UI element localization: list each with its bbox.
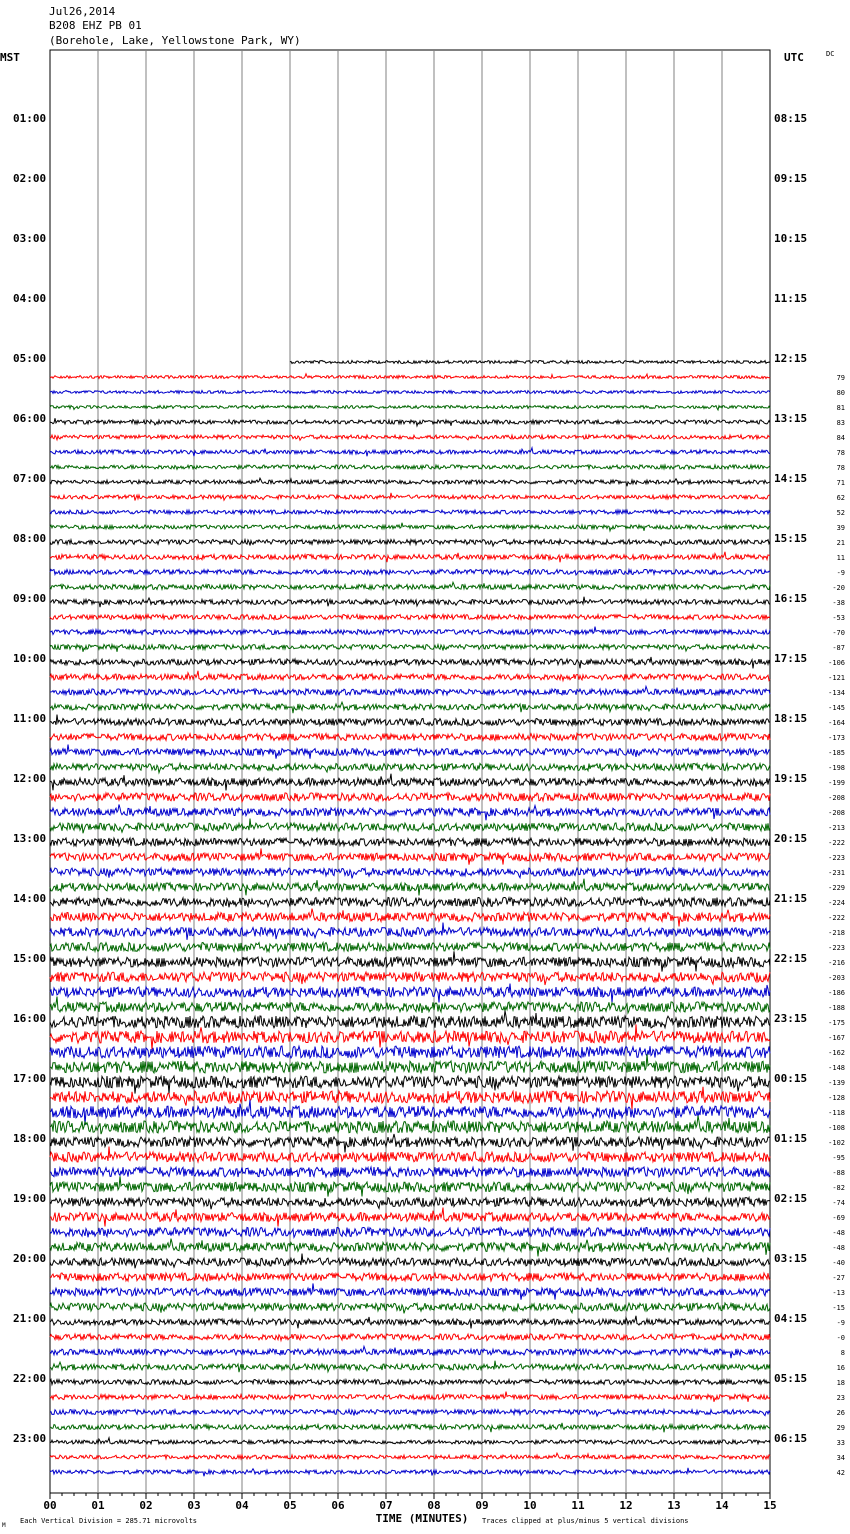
trace-line bbox=[50, 1423, 770, 1433]
dc-offset-label: -229 bbox=[828, 884, 845, 892]
x-tick-label: 14 bbox=[715, 1499, 729, 1512]
dc-offset-label: -74 bbox=[832, 1199, 845, 1207]
trace-line bbox=[50, 391, 770, 394]
dc-offset-label: -38 bbox=[832, 599, 845, 607]
trace-line bbox=[50, 745, 770, 759]
left-hour-label: 12:00 bbox=[13, 772, 47, 785]
right-hour-label: 05:15 bbox=[774, 1372, 808, 1385]
trace-line bbox=[50, 1380, 770, 1385]
trace-line bbox=[50, 615, 770, 620]
trace-line bbox=[50, 868, 770, 878]
dc-offset-label: -128 bbox=[828, 1094, 845, 1102]
x-tick-label: 13 bbox=[667, 1499, 681, 1512]
dc-offset-label: -231 bbox=[828, 869, 845, 877]
trace-line bbox=[50, 1239, 770, 1257]
left-hour-label: 06:00 bbox=[13, 412, 47, 425]
trace-line bbox=[50, 1283, 770, 1299]
dc-offset-label: 26 bbox=[836, 1409, 845, 1417]
dc-offset-label: -198 bbox=[828, 764, 845, 772]
dc-offset-label: -95 bbox=[832, 1154, 845, 1162]
dc-offset-label: -20 bbox=[832, 584, 845, 592]
trace-line bbox=[50, 1011, 770, 1028]
dc-offset-label: -118 bbox=[828, 1109, 845, 1117]
dc-offset-label: 39 bbox=[836, 524, 845, 532]
x-tick-label: 12 bbox=[619, 1499, 633, 1512]
x-tick-label: 10 bbox=[523, 1499, 537, 1512]
x-tick-label: 06 bbox=[331, 1499, 345, 1512]
right-hour-label: 20:15 bbox=[774, 832, 808, 845]
trace-line bbox=[50, 1303, 770, 1313]
right-hour-label: 15:15 bbox=[774, 532, 808, 545]
trace-line bbox=[50, 764, 770, 773]
left-hour-label: 08:00 bbox=[13, 532, 47, 545]
right-hour-label: 17:15 bbox=[774, 652, 808, 665]
trace-line bbox=[50, 774, 770, 791]
right-axis-title: UTC bbox=[784, 51, 804, 64]
trace-line bbox=[50, 997, 770, 1013]
trace-line bbox=[50, 1228, 770, 1238]
dc-offset-label: -87 bbox=[832, 644, 845, 652]
dc-offset-label: 23 bbox=[836, 1394, 845, 1402]
dc-offset-label: -223 bbox=[828, 944, 845, 952]
trace-line bbox=[50, 374, 770, 379]
x-tick-label: 09 bbox=[475, 1499, 489, 1512]
trace-line bbox=[50, 848, 770, 864]
x-tick-label: 04 bbox=[235, 1499, 249, 1512]
x-axis-title: TIME (MINUTES) bbox=[375, 1512, 469, 1525]
trace-line bbox=[50, 1054, 770, 1073]
x-tick-label: 11 bbox=[571, 1499, 585, 1512]
right-hour-label: 18:15 bbox=[774, 712, 808, 725]
left-hour-label: 01:00 bbox=[13, 112, 47, 125]
left-hour-label: 05:00 bbox=[13, 352, 47, 365]
trace-line bbox=[50, 1134, 770, 1152]
x-tick-label: 15 bbox=[763, 1499, 777, 1512]
trace-line bbox=[50, 570, 770, 575]
x-tick-label: 08 bbox=[427, 1499, 441, 1512]
trace-line bbox=[50, 1334, 770, 1341]
right-hour-label: 01:15 bbox=[774, 1132, 808, 1145]
dc-offset-label: -162 bbox=[828, 1049, 845, 1057]
x-tick-label: 05 bbox=[283, 1499, 297, 1512]
dc-offset-label: 71 bbox=[836, 479, 845, 487]
trace-line bbox=[50, 686, 770, 695]
trace-line bbox=[50, 1100, 770, 1125]
dc-offset-label: -82 bbox=[832, 1184, 845, 1192]
trace-line bbox=[50, 1176, 770, 1196]
dc-offset-label: -139 bbox=[828, 1079, 845, 1087]
dc-offset-label: 78 bbox=[836, 449, 845, 457]
right-hour-label: 08:15 bbox=[774, 112, 808, 125]
dc-offset-label: -199 bbox=[828, 779, 845, 787]
trace-line bbox=[50, 984, 770, 1003]
left-hour-label: 17:00 bbox=[13, 1072, 47, 1085]
x-tick-label: 07 bbox=[379, 1499, 393, 1512]
dc-offset-label: -106 bbox=[828, 659, 845, 667]
dc-offset-label: -48 bbox=[832, 1229, 845, 1237]
trace-line bbox=[50, 405, 770, 410]
right-hour-label: 22:15 bbox=[774, 952, 808, 965]
dc-offset-label: 83 bbox=[836, 419, 845, 427]
trace-line bbox=[50, 1453, 770, 1459]
dc-offset-label: -208 bbox=[828, 809, 845, 817]
dc-offset-label: -223 bbox=[828, 854, 845, 862]
trace-line bbox=[50, 943, 770, 952]
footer-clip-note: Traces clipped at plus/minus 5 vertical divisions bbox=[482, 1517, 689, 1525]
dc-offset-label: -108 bbox=[828, 1124, 845, 1132]
header-date: Jul26,2014 bbox=[49, 5, 116, 18]
dc-offset-label: -222 bbox=[828, 914, 845, 922]
x-tick-label: 02 bbox=[139, 1499, 153, 1512]
right-hour-label: 04:15 bbox=[774, 1312, 808, 1325]
trace-line bbox=[50, 493, 770, 501]
trace-line bbox=[50, 1361, 770, 1373]
seismic-traces bbox=[50, 361, 770, 1477]
dc-offset-label: -102 bbox=[828, 1139, 845, 1147]
trace-line bbox=[50, 1116, 770, 1134]
dc-offset-label: -203 bbox=[828, 974, 845, 982]
dc-offset-label: -15 bbox=[832, 1304, 845, 1312]
dc-offset-label: -188 bbox=[828, 1004, 845, 1012]
trace-line bbox=[50, 671, 770, 681]
trace-line bbox=[50, 951, 770, 971]
trace-line bbox=[50, 540, 770, 547]
trace-line bbox=[50, 1438, 770, 1445]
left-hour-label: 23:00 bbox=[13, 1432, 47, 1445]
right-hour-label: 13:15 bbox=[774, 412, 808, 425]
trace-line bbox=[50, 523, 770, 531]
dc-offset-label: -88 bbox=[832, 1169, 845, 1177]
left-hour-label: 10:00 bbox=[13, 652, 47, 665]
left-hour-label: 03:00 bbox=[13, 232, 47, 245]
left-hour-label: 21:00 bbox=[13, 1312, 47, 1325]
dc-offset-label: 79 bbox=[836, 374, 845, 382]
dc-offset-label: -48 bbox=[832, 1244, 845, 1252]
trace-line bbox=[50, 478, 770, 486]
dc-offset-label: -9 bbox=[836, 569, 845, 577]
dc-offset-label: 34 bbox=[836, 1454, 845, 1462]
trace-line bbox=[50, 1468, 770, 1476]
dc-offset-label: 8 bbox=[840, 1349, 845, 1357]
trace-line bbox=[50, 734, 770, 741]
left-hour-label: 02:00 bbox=[13, 172, 47, 185]
dc-offset-label: -13 bbox=[832, 1289, 845, 1297]
dc-offset-label: 78 bbox=[836, 464, 845, 472]
trace-line bbox=[50, 1273, 770, 1281]
dc-offset-label: -213 bbox=[828, 824, 845, 832]
trace-line bbox=[50, 972, 770, 985]
trace-line bbox=[50, 1198, 770, 1210]
dc-offset-label: -208 bbox=[828, 794, 845, 802]
dc-offset-label: -53 bbox=[832, 614, 845, 622]
trace-line bbox=[50, 805, 770, 821]
dc-offset-label: -164 bbox=[828, 719, 845, 727]
trace-line bbox=[50, 923, 770, 940]
dc-offset-label: -186 bbox=[828, 989, 845, 997]
left-axis-title: MST bbox=[0, 51, 20, 64]
trace-line bbox=[50, 552, 770, 563]
trace-line bbox=[50, 582, 770, 589]
trace-line bbox=[50, 465, 770, 469]
trace-line bbox=[50, 793, 770, 802]
dc-offset-label: -70 bbox=[832, 629, 845, 637]
dc-offset-label: -0 bbox=[836, 1334, 845, 1342]
trace-line bbox=[50, 838, 770, 846]
dc-offset-label: 16 bbox=[836, 1364, 845, 1372]
trace-line bbox=[50, 1392, 770, 1402]
dc-offset-label: -185 bbox=[828, 749, 845, 757]
header-location: (Borehole, Lake, Yellowstone Park, WY) bbox=[49, 34, 301, 47]
trace-line bbox=[50, 819, 770, 834]
dc-offset-label: 29 bbox=[836, 1424, 845, 1432]
trace-line bbox=[50, 702, 770, 713]
trace-line bbox=[50, 418, 770, 426]
right-hour-label: 03:15 bbox=[774, 1252, 808, 1265]
left-hour-label: 09:00 bbox=[13, 592, 47, 605]
trace-line bbox=[50, 1410, 770, 1417]
right-hour-label: 11:15 bbox=[774, 292, 808, 305]
dc-offset-label: -216 bbox=[828, 959, 845, 967]
dc-offset-label: 42 bbox=[836, 1469, 845, 1477]
left-hour-label: 18:00 bbox=[13, 1132, 47, 1145]
trace-line bbox=[50, 1167, 770, 1177]
trace-line bbox=[50, 1208, 770, 1227]
chart-grid bbox=[50, 50, 770, 1499]
corner-mark: M bbox=[2, 1522, 6, 1529]
dc-offset-label: 21 bbox=[836, 539, 845, 547]
trace-line bbox=[50, 597, 770, 608]
dc-offset-label: -40 bbox=[832, 1259, 845, 1267]
left-hour-label: 07:00 bbox=[13, 472, 47, 485]
left-hour-label: 13:00 bbox=[13, 832, 47, 845]
trace-line bbox=[50, 657, 770, 669]
dc-offset-label: 80 bbox=[836, 389, 845, 397]
right-hour-label: 16:15 bbox=[774, 592, 808, 605]
dc-offset-label: -173 bbox=[828, 734, 845, 742]
dc-offset-label: 11 bbox=[836, 554, 845, 562]
trace-line bbox=[50, 1076, 770, 1094]
dc-offset-label: -145 bbox=[828, 704, 845, 712]
dc-offset-label: -121 bbox=[828, 674, 845, 682]
dc-offset-label: 18 bbox=[836, 1379, 845, 1387]
dc-offset-label: 81 bbox=[836, 404, 845, 412]
left-hour-label: 11:00 bbox=[13, 712, 47, 725]
dc-offset-label: -175 bbox=[828, 1019, 845, 1027]
x-tick-label: 01 bbox=[91, 1499, 105, 1512]
trace-line bbox=[50, 1316, 770, 1329]
right-hour-label: 14:15 bbox=[774, 472, 808, 485]
right-hour-label: 23:15 bbox=[774, 1012, 808, 1025]
trace-line bbox=[50, 909, 770, 927]
dc-offset-label: -148 bbox=[828, 1064, 845, 1072]
dc-offset-label: -167 bbox=[828, 1034, 845, 1042]
right-hour-label: 09:15 bbox=[774, 172, 808, 185]
left-hour-label: 15:00 bbox=[13, 952, 47, 965]
right-hour-label: 21:15 bbox=[774, 892, 808, 905]
right-hour-label: 19:15 bbox=[774, 772, 808, 785]
dc-offset-label: -224 bbox=[828, 899, 845, 907]
dc-offset-label: 33 bbox=[836, 1439, 845, 1447]
x-tick-label: 03 bbox=[187, 1499, 201, 1512]
dc-offset-label: -69 bbox=[832, 1214, 845, 1222]
dc-offset-label: -9 bbox=[836, 1319, 845, 1327]
trace-line bbox=[50, 645, 770, 652]
dc-offset-label: -218 bbox=[828, 929, 845, 937]
right-hour-label: 10:15 bbox=[774, 232, 808, 245]
trace-line bbox=[50, 448, 770, 457]
dc-offset-label: 62 bbox=[836, 494, 845, 502]
dc-offset-label: -134 bbox=[828, 689, 845, 697]
header-station: B208 EHZ PB 01 bbox=[49, 19, 142, 32]
trace-line bbox=[50, 510, 770, 514]
trace-line bbox=[50, 627, 770, 635]
trace-line bbox=[50, 715, 770, 726]
right-hour-label: 06:15 bbox=[774, 1432, 808, 1445]
left-hour-label: 04:00 bbox=[13, 292, 47, 305]
trace-line bbox=[50, 898, 770, 908]
dc-label: DC bbox=[826, 50, 835, 58]
x-tick-label: 00 bbox=[43, 1499, 57, 1512]
trace-line bbox=[50, 1254, 770, 1269]
right-hour-label: 02:15 bbox=[774, 1192, 808, 1205]
trace-line bbox=[50, 435, 770, 440]
left-hour-label: 14:00 bbox=[13, 892, 47, 905]
dc-offset-label: 84 bbox=[836, 434, 845, 442]
footer-scale-note: Each Vertical Division = 285.71 microvolts bbox=[20, 1517, 198, 1525]
right-hour-label: 00:15 bbox=[774, 1072, 808, 1085]
dc-offset-label: -27 bbox=[832, 1274, 845, 1282]
dc-offset-label: 52 bbox=[836, 509, 845, 517]
left-hour-label: 16:00 bbox=[13, 1012, 47, 1025]
trace-line bbox=[50, 1346, 770, 1358]
left-hour-label: 22:00 bbox=[13, 1372, 47, 1385]
right-hour-label: 12:15 bbox=[774, 352, 808, 365]
left-hour-label: 19:00 bbox=[13, 1192, 47, 1205]
trace-line bbox=[50, 1087, 770, 1110]
trace-line bbox=[50, 1046, 770, 1058]
left-hour-label: 20:00 bbox=[13, 1252, 47, 1265]
dc-offset-label: -222 bbox=[828, 839, 845, 847]
trace-line bbox=[50, 1024, 770, 1049]
trace-line bbox=[50, 879, 770, 896]
